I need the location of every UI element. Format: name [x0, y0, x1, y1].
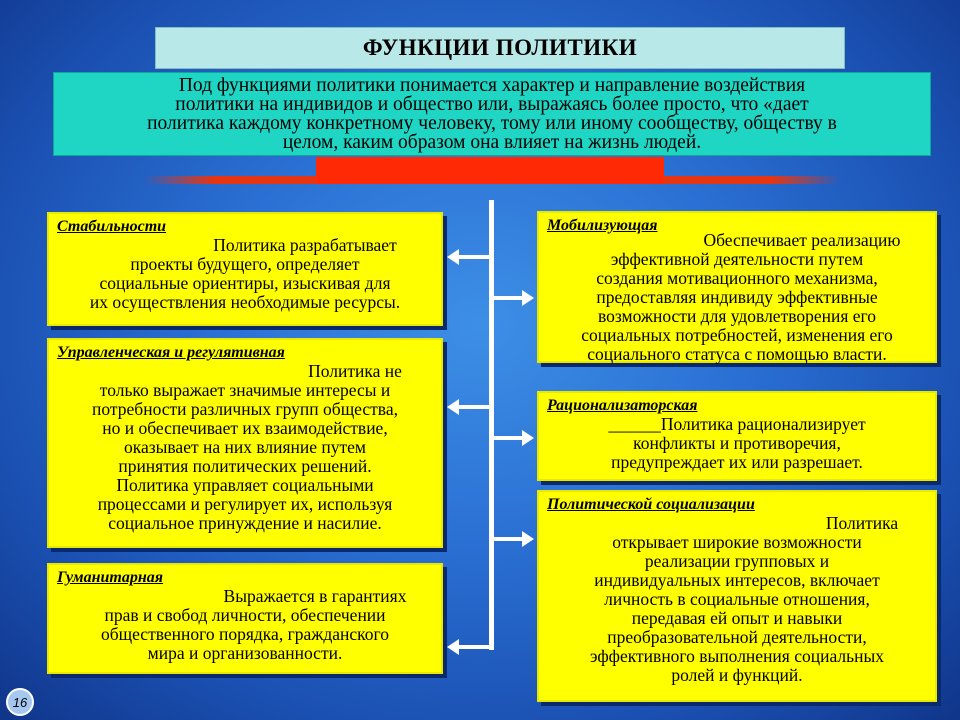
- function-text-line: реализации групповых и: [644, 551, 830, 571]
- function-heading: Рационализаторская: [547, 397, 698, 414]
- function-box-rationalizing: [537, 391, 937, 481]
- function-box-stability: [47, 212, 443, 326]
- function-text-line: личность в социальные отношения,: [604, 589, 870, 609]
- function-text-line: Политика разрабатывает: [213, 235, 397, 255]
- arrow-head-right-icon: [522, 290, 534, 306]
- function-text-line: социальное принуждение и насилие.: [108, 513, 382, 533]
- function-text-line: предоставляя индивиду эффективные: [596, 287, 878, 307]
- function-text-line: принятия политических решений.: [118, 456, 372, 476]
- function-text-line: только выражает значимые интересы и: [99, 380, 391, 400]
- function-text-line: ролей и функций.: [671, 665, 803, 685]
- function-text-line: передавая ей опыт и навыки: [631, 608, 843, 628]
- arrow-head-left-icon: [447, 639, 459, 655]
- arrow-to-socialization: [493, 537, 523, 541]
- intro-line: политики на индивидов и общество или, выражаясь более просто, что «дает: [175, 94, 809, 115]
- function-text-line: ______Политика рационализирует: [608, 414, 866, 434]
- function-text-line: общественного порядка, гражданского: [100, 624, 390, 644]
- arrow-head-left-icon: [447, 399, 459, 415]
- function-text-line: преобразовательной деятельности,: [607, 627, 867, 647]
- function-heading: Политической социализации: [547, 496, 755, 513]
- function-text-line: социального статуса с помощью власти.: [587, 344, 887, 364]
- arrow-to-management: [458, 405, 490, 409]
- function-heading: Гуманитарная: [57, 569, 163, 586]
- arrow-head-left-icon: [447, 249, 459, 265]
- intro-line: политика каждому конкретному человеку, тому или иному сообществу, обществу в: [147, 113, 837, 134]
- function-heading: Управленческая и регулятивная: [57, 344, 285, 361]
- function-text-line: эффективного выполнения социальных: [590, 646, 884, 666]
- function-text-line: мира и организованности.: [147, 643, 343, 663]
- arrow-head-right-icon: [522, 531, 534, 547]
- function-text-line: Политика не: [308, 361, 402, 381]
- function-text-line: конфликты и противоречия,: [633, 433, 841, 453]
- function-text-line: проекты будущего, определяет: [130, 254, 360, 274]
- function-text-line: их осуществления необходимые ресурсы.: [89, 292, 401, 312]
- arrow-head-right-icon: [522, 430, 534, 446]
- function-text-line: Политика управляет социальными: [116, 475, 374, 495]
- arrow-to-mobilizing: [493, 296, 523, 300]
- connector-trunk: [489, 200, 494, 650]
- function-text-line: но и обеспечивает их взаимодействие,: [102, 418, 388, 438]
- arrow-to-rationalizing: [493, 436, 523, 440]
- function-text-line: эффективной деятельности путем: [610, 249, 864, 269]
- function-box-mobilizing: [537, 211, 937, 363]
- function-text-line: индивидуальных интересов, включает: [594, 570, 880, 590]
- intro-definition: [53, 72, 931, 156]
- function-text-line: Выражается в гарантиях: [223, 586, 407, 606]
- page-number-badge: 16: [6, 688, 34, 716]
- function-text-line: открывает широкие возможности: [612, 532, 862, 552]
- function-text-line: прав и свобод личности, обеспечении: [104, 605, 386, 625]
- function-heading: Мобилизующая: [547, 217, 658, 234]
- function-heading: Стабильности: [57, 218, 167, 235]
- function-text-line: возможности для удовлетворения его: [597, 306, 877, 326]
- function-box-management: [47, 338, 443, 548]
- function-text-line: оказывает на них влияние путем: [123, 437, 367, 457]
- function-text-line: потребности различных групп общества,: [92, 399, 398, 419]
- function-text-line: социальных потребностей, изменения его: [581, 325, 893, 345]
- function-text-line: предупреждает их или разрешает.: [611, 452, 863, 472]
- intro-line: целом, каким образом она влияет на жизнь людей.: [282, 132, 702, 153]
- function-text-line: процессами и регулирует их, используя: [97, 494, 393, 514]
- function-text-line: создания мотивационного механизма,: [596, 268, 878, 288]
- page-title: ФУНКЦИИ ПОЛИТИКИ: [155, 27, 845, 69]
- function-box-humanitarian: [47, 563, 443, 674]
- function-text-line: Обеспечивает реализацию: [703, 230, 901, 250]
- function-text-line: социальные ориентиры, изыскивая для: [99, 273, 391, 293]
- function-box-socialization: [537, 490, 937, 702]
- intro-line: Под функциями политики понимается характер и направление воздействия: [178, 75, 806, 96]
- arrow-to-humanitarian: [458, 645, 490, 649]
- arrow-to-stability: [458, 255, 490, 259]
- red-connector-block: [316, 157, 664, 184]
- function-text-line: Политика: [825, 513, 899, 533]
